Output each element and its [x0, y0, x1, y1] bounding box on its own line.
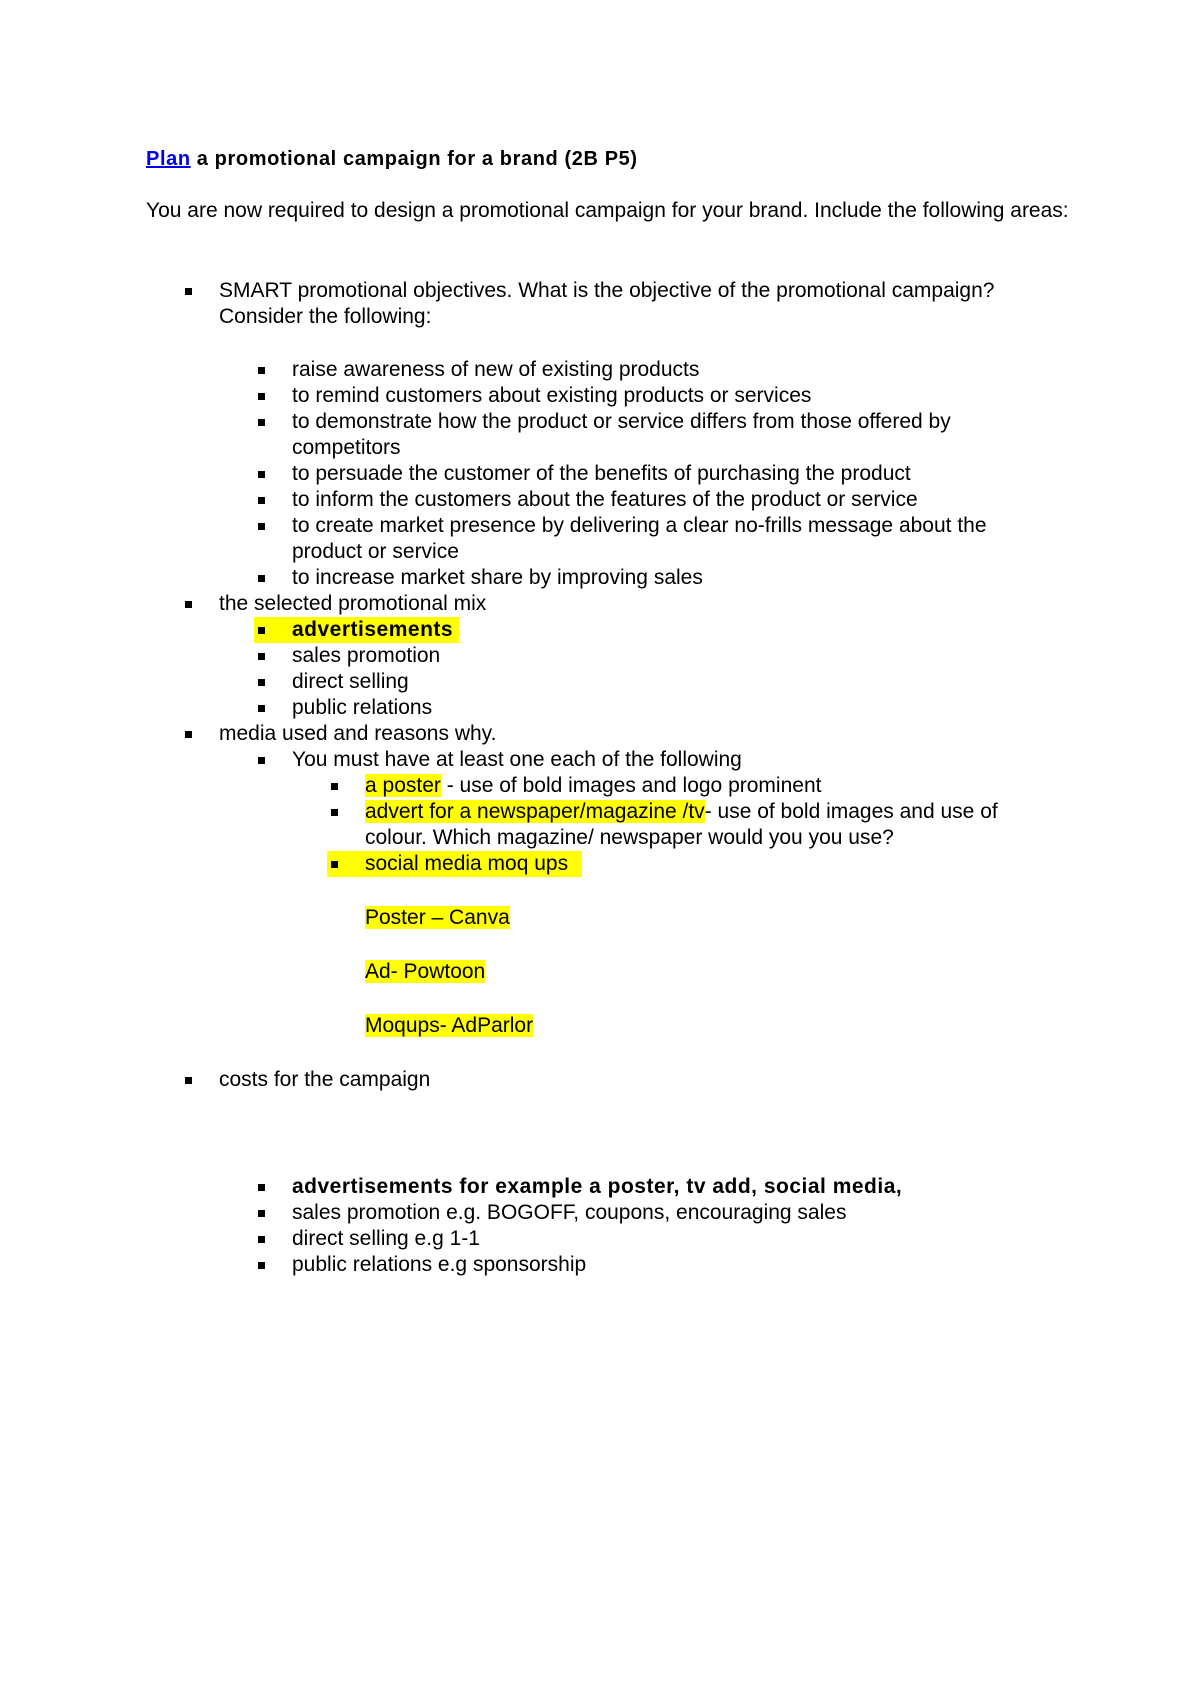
list-item-cont: competitors — [292, 436, 401, 459]
tool-line: Ad- Powtoon — [365, 960, 486, 983]
bullet-icon — [258, 523, 265, 530]
list-item: to remind customers about existing products or services — [292, 384, 812, 407]
highlight-text: a poster — [365, 774, 441, 797]
heading-text: a promotional campaign for a brand (2B P5) — [190, 148, 638, 170]
bullet-icon — [185, 731, 192, 738]
list-item: social media moq ups — [365, 852, 569, 875]
promotional-mix-text: the selected promotional mix — [219, 592, 487, 615]
bullet-icon — [258, 393, 265, 400]
list-item: advert for a newspaper/magazine /tv- use of bold images and use of — [365, 800, 998, 823]
bullet-icon — [258, 627, 265, 634]
bullet-icon — [258, 679, 265, 686]
bullet-icon — [258, 1184, 265, 1191]
bullet-icon — [258, 367, 265, 374]
bullet-icon — [258, 1236, 265, 1243]
list-item: to create market presence by delivering a clear no-frills message about the — [292, 514, 987, 537]
bullet-icon — [185, 288, 192, 295]
bullet-icon — [331, 809, 338, 816]
list-item: public relations — [292, 696, 433, 719]
list-item: direct selling e.g 1-1 — [292, 1227, 480, 1250]
list-item: direct selling — [292, 670, 409, 693]
list-item: to increase market share by improving sales — [292, 566, 703, 589]
list-item: to persuade the customer of the benefits of purchasing the product — [292, 462, 911, 485]
bullet-icon — [258, 653, 265, 660]
bullet-icon — [258, 1210, 265, 1217]
bullet-icon — [331, 783, 338, 790]
list-item: sales promotion e.g. BOGOFF, coupons, encouraging sales — [292, 1201, 847, 1224]
tool-line: Poster – Canva — [365, 906, 510, 929]
list-item: advertisements for example a poster, tv add, social media, — [292, 1175, 903, 1198]
list-item-cont: colour. Which magazine/ newspaper would you you use? — [365, 826, 894, 849]
list-item: to demonstrate how the product or service differs from those offered by — [292, 410, 951, 433]
list-item: raise awareness of new of existing products — [292, 358, 700, 381]
list-item: to inform the customers about the features of the product or service — [292, 488, 918, 511]
bullet-icon — [185, 601, 192, 608]
plan-link[interactable]: Plan — [146, 148, 191, 170]
list-item-cont: product or service — [292, 540, 459, 563]
bullet-icon — [331, 861, 338, 868]
bullet-icon — [258, 757, 265, 764]
bullet-icon — [185, 1077, 192, 1084]
intro-paragraph: You are now required to design a promotional campaign for your brand. Include the following areas: — [146, 199, 1069, 222]
list-item: public relations e.g sponsorship — [292, 1253, 587, 1276]
list-item: a poster - use of bold images and logo prominent — [365, 774, 822, 797]
bullet-icon — [258, 1262, 265, 1269]
bullet-icon — [258, 575, 265, 582]
smart-objectives-text: SMART promotional objectives. What is the objective of the promotional campaign? — [219, 279, 995, 302]
document-heading — [146, 146, 638, 172]
bullet-icon — [258, 471, 265, 478]
bullet-icon — [258, 419, 265, 426]
bullet-icon — [258, 497, 265, 504]
costs-text: costs for the campaign — [219, 1068, 431, 1091]
list-item: You must have at least one each of the following — [292, 748, 742, 771]
list-item: advertisements — [292, 618, 454, 641]
list-item: sales promotion — [292, 644, 441, 667]
tool-line: Moqups- AdParlor — [365, 1014, 534, 1037]
media-text: media used and reasons why. — [219, 722, 497, 745]
smart-objectives-text-cont: Consider the following: — [219, 305, 432, 328]
bullet-icon — [258, 705, 265, 712]
highlight-text: advert for a newspaper/magazine /tv — [365, 800, 705, 823]
